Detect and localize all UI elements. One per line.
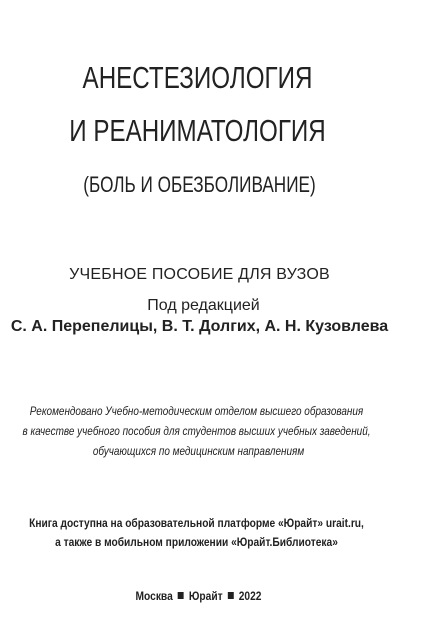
imprint xyxy=(19,589,379,603)
imprint-year: 2022 xyxy=(238,589,262,603)
separator-square-icon xyxy=(228,592,234,599)
recommendation-line-2: в качестве учебного пособия для студентов высших учебных заведений, xyxy=(22,424,371,438)
book-title-line-1: АНЕСТЕЗИОЛОГИЯ xyxy=(82,60,313,95)
editor-label: Под редакцией xyxy=(147,297,260,314)
separator-square-icon xyxy=(178,592,184,599)
availability-line-2: а также в мобильном приложении «Юрайт.Библиотека» xyxy=(55,535,338,549)
imprint-city: Москва xyxy=(135,589,173,603)
recommendation-line-1: Рекомендовано Учебно-методическим отделом высшего образования xyxy=(29,404,364,418)
imprint-publisher: Юрайт xyxy=(188,589,223,603)
book-title-line-2: И РЕАНИМАТОЛОГИЯ xyxy=(69,113,326,148)
recommendation-line-3: обучающихся по медицинским направлениям xyxy=(92,444,305,458)
availability-line-1: Книга доступна на образовательной платформе «Юрайт» urait.ru, xyxy=(29,516,364,530)
book-subtitle: (БОЛЬ И ОБЕЗБОЛИВАНИЕ) xyxy=(83,172,316,197)
editor-names: С. А. Перепелицы, В. Т. Долгих, А. Н. Кузовлева xyxy=(10,318,389,335)
publication-type: УЧЕБНОЕ ПОСОБИЕ ДЛЯ ВУЗОВ xyxy=(69,266,330,283)
